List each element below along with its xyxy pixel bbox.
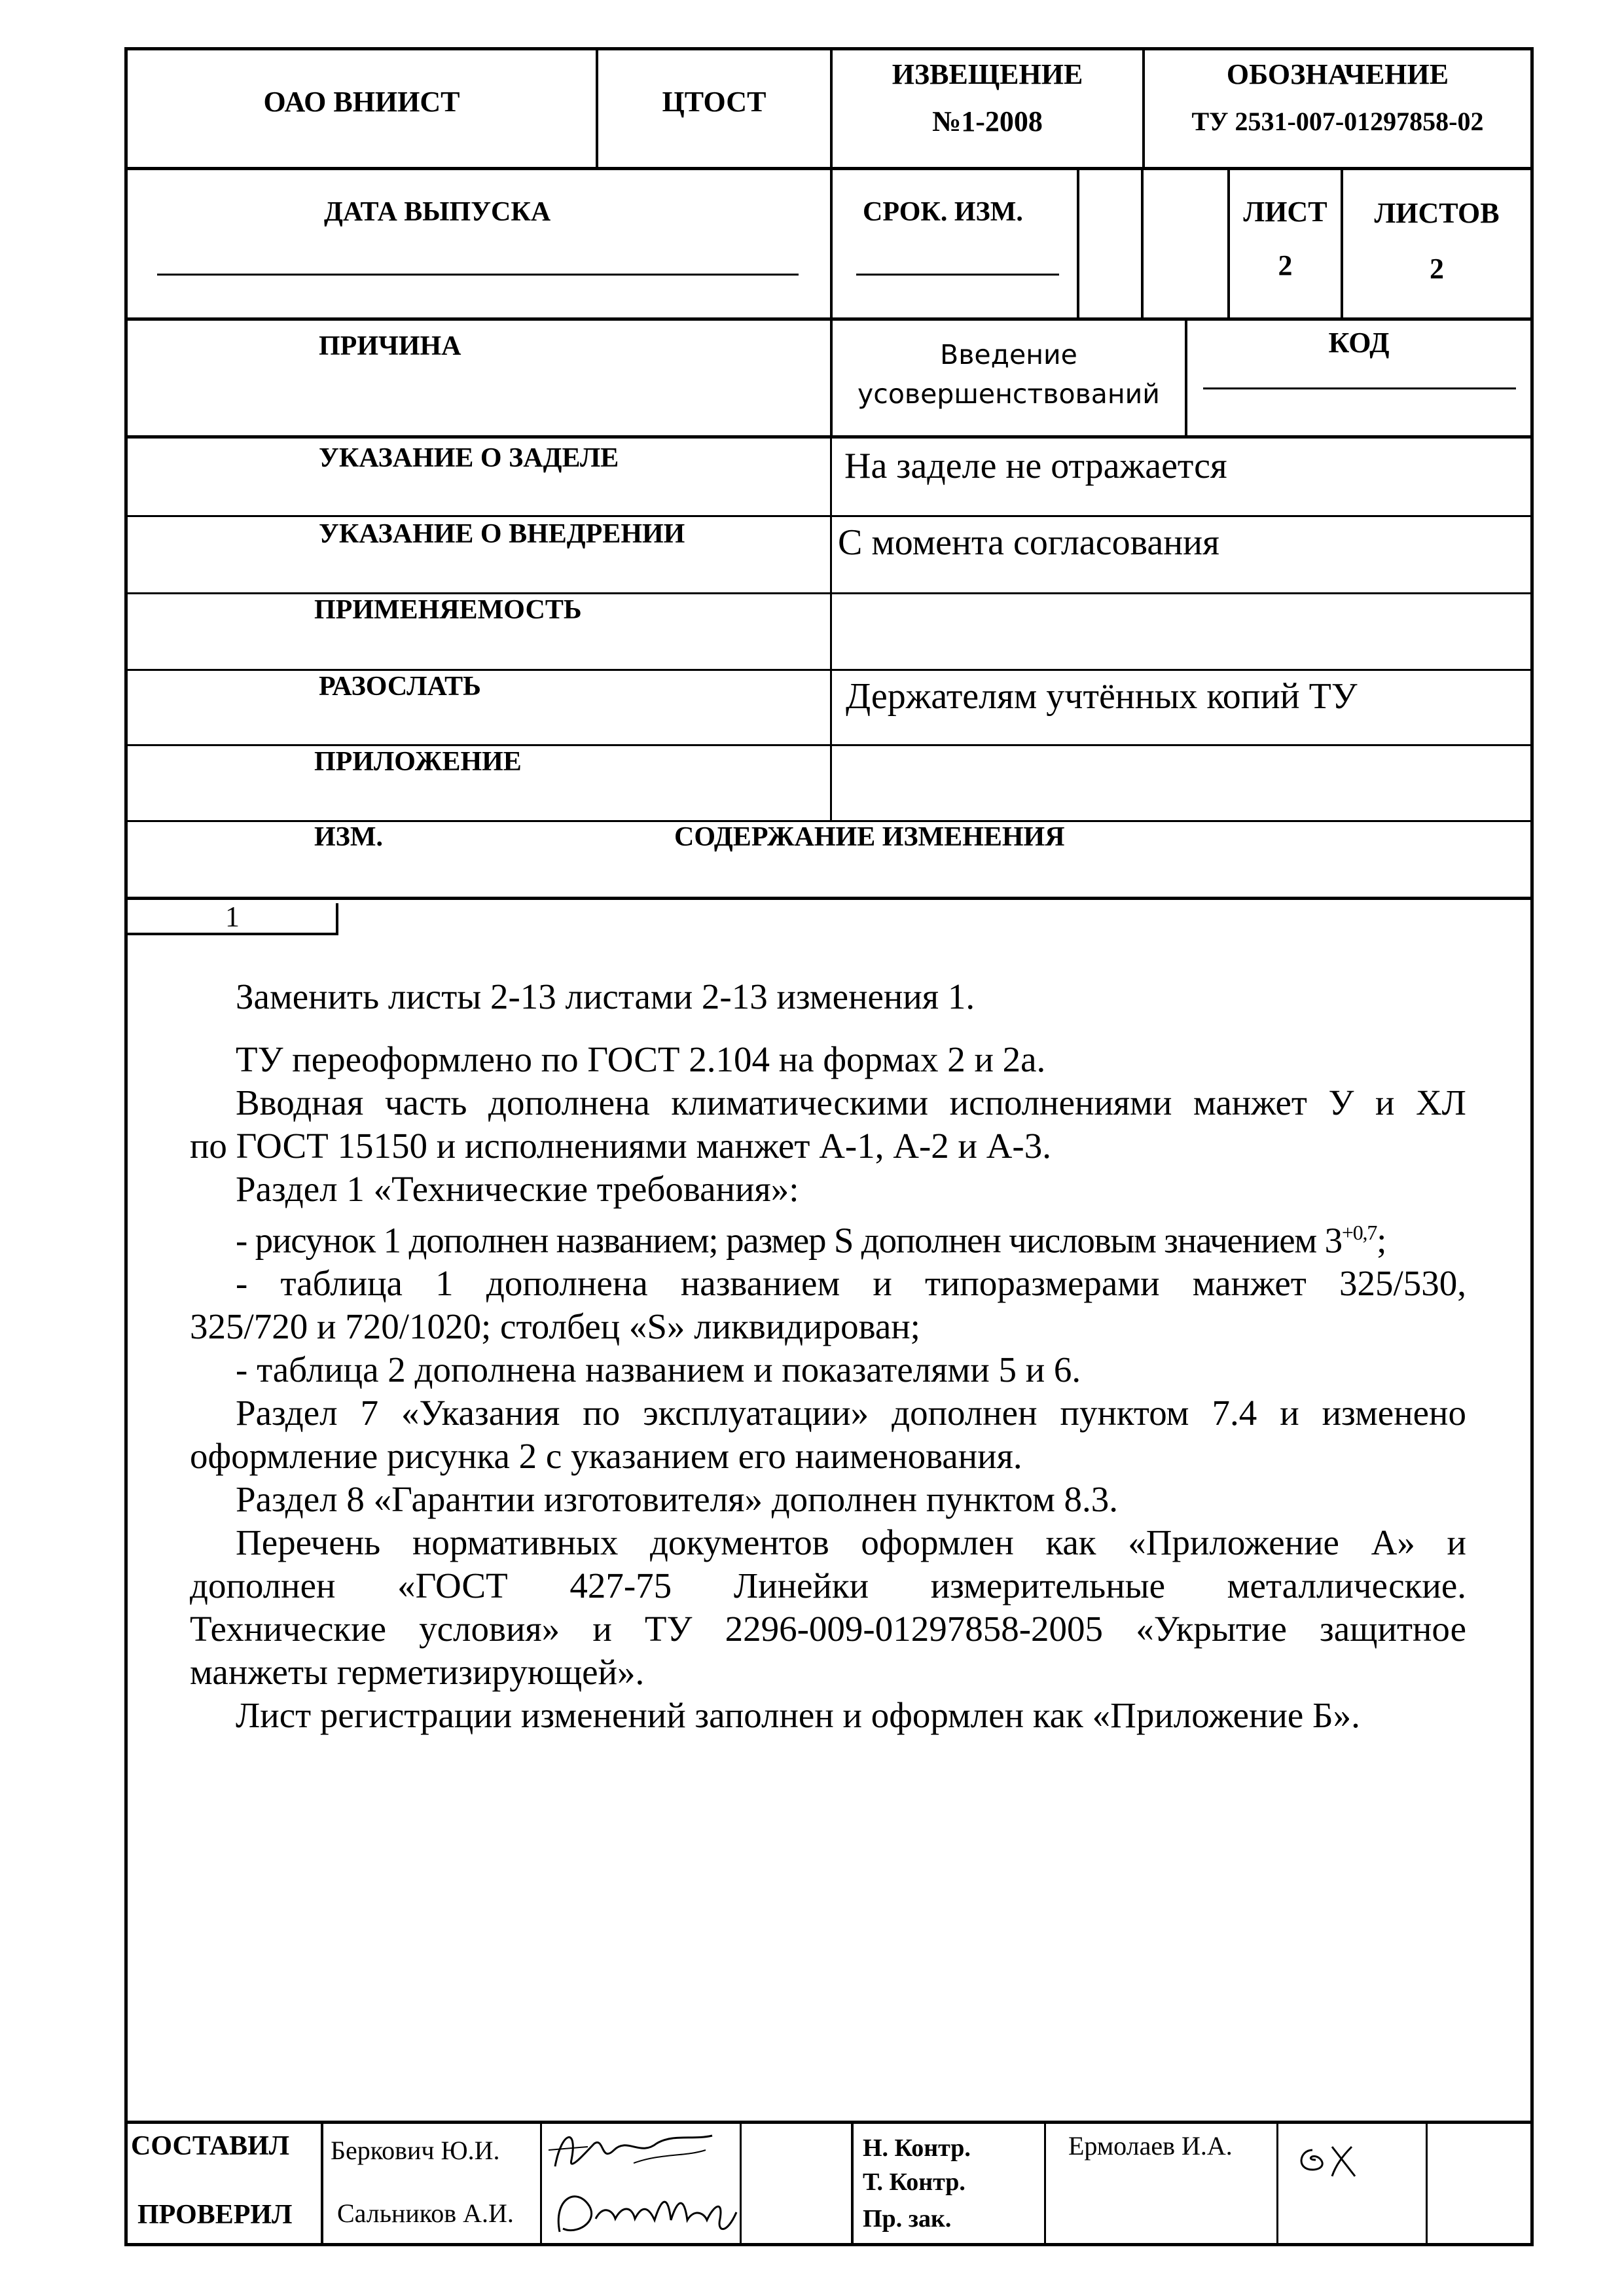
sheet-label: ЛИСТ	[1243, 196, 1327, 228]
paragraph: ТУ переоформлено по ГОСТ 2.104 на формах 2 и 2а.	[236, 1039, 1046, 1079]
code-underline	[1203, 387, 1516, 389]
sheets-value: 2	[1430, 253, 1444, 285]
paragraph: оформление рисунка 2 с указанием его наименования.	[190, 1436, 1022, 1477]
org-name: ОАО ВНИИСТ	[263, 86, 460, 118]
n-control-label: Н. Контр.	[863, 2134, 971, 2162]
paragraph: - таблица 2 дополнена названием и показателями 5 и 6.	[236, 1350, 1081, 1390]
field-label-vnedrenie: УКАЗАНИЕ О ВНЕДРЕНИИ	[319, 519, 685, 549]
field-label-primenyaemost: ПРИМЕНЯЕМОСТЬ	[314, 595, 582, 625]
compiled-signature	[542, 2124, 738, 2179]
paragraph: Лист регистрации изменений заполнен и оформлен как «Приложение Б».	[236, 1695, 1360, 1736]
field-label-zadel: УКАЗАНИЕ О ЗАДЕЛЕ	[319, 443, 619, 473]
controller-name: Ермолаев И.А.	[1068, 2131, 1233, 2161]
paragraph-text: - рисунок 1 дополнен названием; размер S дополнен числовым значением 3	[236, 1220, 1342, 1261]
change-content	[190, 975, 1466, 1737]
paragraph: Раздел 7 «Указания по эксплуатации» дополнен пунктом 7.4 и изменено	[236, 1393, 1466, 1433]
approval-label: Пр. зак.	[863, 2205, 952, 2233]
paragraph: Заменить листы 2-13 листами 2-13 изменения 1.	[236, 977, 975, 1016]
paragraph: дополнен «ГОСТ 427-75 Линейки измерительные металлические.	[190, 1566, 1466, 1606]
reason-label: ПРИЧИНА	[319, 331, 461, 361]
code-label: КОД	[1328, 327, 1390, 359]
content-label: СОДЕРЖАНИЕ ИЗМЕНЕНИЯ	[674, 822, 1065, 852]
paragraph: Перечень нормативных документов оформлен как «Приложение А» и	[236, 1522, 1466, 1563]
designation-label: ОБОЗНАЧЕНИЕ	[1226, 58, 1449, 90]
designation-value: ТУ 2531-007-01297858-02	[1191, 107, 1484, 136]
field-value-zadel: На заделе не отражается	[844, 446, 1227, 486]
paragraph: Технические условия» и ТУ 2296-009-01297858-2005 «Укрытие защитное	[190, 1609, 1466, 1649]
field-label-prilozhenie: ПРИЛОЖЕНИЕ	[314, 747, 522, 777]
reason-value-line1: Введение	[940, 339, 1077, 370]
tolerance-superscript: +0,7	[1341, 1221, 1377, 1244]
checked-signature	[550, 2179, 746, 2242]
deadline-underline	[856, 274, 1059, 276]
paragraph: Вводная часть дополнена климатическими исполнениями манжет У и ХЛ	[236, 1083, 1466, 1122]
issue-date-label: ДАТА ВЫПУСКА	[324, 197, 551, 227]
sheet-value: 2	[1278, 249, 1293, 281]
reason-value-line2: усовершенствований	[857, 378, 1160, 410]
change-number: 1	[225, 901, 240, 933]
paragraph-end: ;	[1377, 1220, 1386, 1261]
issue-date-underline	[157, 274, 799, 276]
checked-label: ПРОВЕРИЛ	[137, 2200, 293, 2230]
notice-number: №1-2008	[932, 105, 1043, 137]
dept-name: ЦТОСТ	[662, 86, 767, 118]
paragraph: - таблица 1 дополнена названием и типоразмерами манжет 325/530,	[236, 1263, 1466, 1304]
izm-label: ИЗМ.	[314, 822, 383, 852]
paragraph	[190, 1211, 1466, 1262]
field-value-vnedrenie: С момента согласования	[838, 522, 1219, 563]
paragraph: манжеты герметизирующей».	[190, 1652, 645, 1693]
notice-title: ИЗВЕЩЕНИЕ	[892, 58, 1083, 90]
compiled-label: СОСТАВИЛ	[131, 2131, 290, 2161]
paragraph: Раздел 1 «Технические требования»:	[236, 1169, 799, 1209]
field-label-razoslat: РАЗОСЛАТЬ	[319, 672, 481, 702]
paragraph: Раздел 8 «Гарантии изготовителя» дополнен пунктом 8.3.	[236, 1479, 1119, 1520]
paragraph: 325/720 и 720/1020; столбец «S» ликвидирован;	[190, 1306, 920, 1347]
sheets-label: ЛИСТОВ	[1374, 197, 1500, 229]
t-control-label: Т. Контр.	[863, 2168, 965, 2196]
paragraph: по ГОСТ 15150 и исполнениями манжет А-1, А-2 и А-3.	[190, 1126, 1051, 1166]
controller-signature	[1286, 2130, 1417, 2186]
field-value-razoslat: Держателям учтённых копий ТУ	[846, 676, 1358, 717]
checked-name: Сальников А.И.	[337, 2198, 514, 2228]
deadline-label: СРОК. ИЗМ.	[863, 197, 1023, 227]
compiled-name: Беркович Ю.И.	[331, 2136, 500, 2165]
